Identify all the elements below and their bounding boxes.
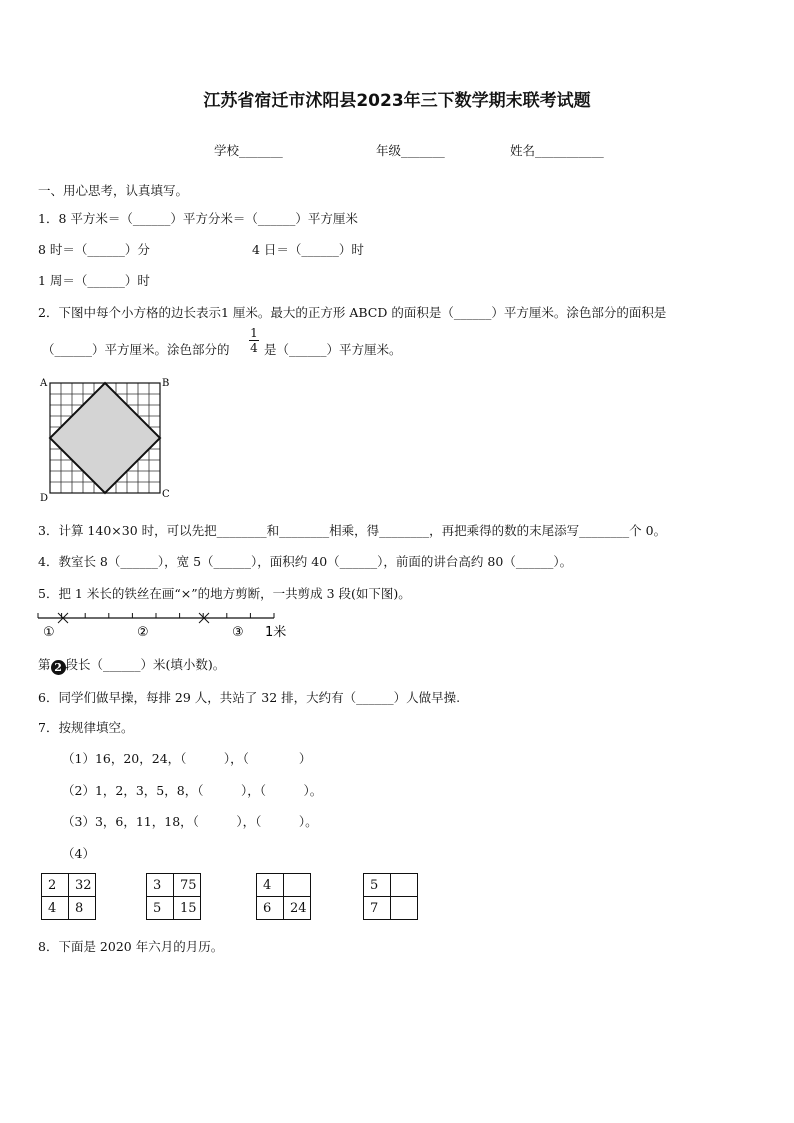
wire-ticks xyxy=(38,613,274,618)
grid-cell: 5 xyxy=(364,874,391,897)
fraction-numerator: 1 xyxy=(250,326,258,340)
q5-ask-prefix: 第 xyxy=(38,657,51,672)
one-meter-label: 1米 xyxy=(265,625,287,640)
q1-line2-days: 4 日＝（______）时 xyxy=(252,242,364,257)
pattern-grid-1 xyxy=(41,873,96,920)
quarter-fraction xyxy=(249,326,259,355)
label-d: D xyxy=(40,493,49,502)
grid-cell: 15 xyxy=(174,897,201,920)
pattern-grid-3 xyxy=(256,873,311,920)
q5-ask-suffix: 段长（______）米(填小数)。 xyxy=(65,657,226,672)
pattern-grid-4 xyxy=(363,873,418,920)
grid-cell: 4 xyxy=(257,874,284,897)
q2-line2-part2: 是（______）平方厘米。 xyxy=(264,342,402,357)
page-title: 江苏省宿迁市沭阳县2023年三下数学期末联考试题 xyxy=(203,91,591,111)
grid-cell: 8 xyxy=(69,897,96,920)
name-field: 姓名___________ xyxy=(510,143,604,158)
grade-field: 年级_______ xyxy=(376,143,445,158)
grid-cell: 4 xyxy=(42,897,69,920)
wire-cut-figure xyxy=(36,610,296,640)
grid-cell: 7 xyxy=(364,897,391,920)
q5-question xyxy=(38,655,225,675)
q7-stem: 7．按规律填空。 xyxy=(38,720,134,735)
segment-2-badge: 2 xyxy=(51,660,66,675)
square-grid-figure xyxy=(36,374,176,502)
label-b: B xyxy=(162,378,170,389)
grid-cell: 3 xyxy=(147,874,174,897)
q2-line2-part1: （______）平方厘米。涂色部分的 xyxy=(42,342,230,357)
shaded-square xyxy=(50,383,160,493)
grid-cell: 32 xyxy=(69,874,96,897)
q4: 4．教室长 8（______），宽 5（______），面积约 40（______），前面的讲台高约 80（______）。 xyxy=(38,554,573,569)
segment-1-label: ① xyxy=(43,625,55,640)
q2-line1: 2．下图中每个小方格的边长表示1 厘米。最大的正方形 ABCD 的面积是（______）平方厘米。涂色部分的面积是 xyxy=(38,305,667,320)
q7-sub1: （1）16，20，24，（ ），（ ） xyxy=(62,751,312,766)
grid-cell: 5 xyxy=(147,897,174,920)
q7-sub2: （2）1，2，3，5，8，（ ），（ ）。 xyxy=(62,783,323,798)
grid-cell: 6 xyxy=(257,897,284,920)
q7-sub4: （4） xyxy=(62,846,95,861)
answer-cell[interactable] xyxy=(284,874,311,897)
q6: 6．同学们做早操，每排 29 人，共站了 32 排，大约有（______）人做早操. xyxy=(38,690,461,705)
q7-sub3: （3）3，6，11，18，（ ），（ ）。 xyxy=(62,814,318,829)
q1-line1: 1．8 平方米＝（______）平方分米＝（______）平方厘米 xyxy=(38,211,358,226)
grid-cell: 2 xyxy=(42,874,69,897)
answer-cell[interactable] xyxy=(391,897,418,920)
section-heading: 一、用心思考，认真填写。 xyxy=(38,183,189,198)
segment-3-label: ③ xyxy=(232,625,244,640)
q1-line3: 1 周＝（______）时 xyxy=(38,273,150,288)
label-a: A xyxy=(40,378,48,389)
label-c: C xyxy=(162,489,170,500)
fraction-denominator: 4 xyxy=(250,341,258,355)
q3: 3．计算 140×30 时，可以先把________和________相乘，得________，再把乘得的数的末尾添写________个 0。 xyxy=(38,523,667,538)
grid-cell: 24 xyxy=(284,897,311,920)
answer-cell[interactable] xyxy=(391,874,418,897)
q5-text: 5．把 1 米长的铁丝在画“×”的地方剪断，一共剪成 3 段(如下图)。 xyxy=(38,586,411,601)
school-field: 学校_______ xyxy=(214,143,283,158)
pattern-grid-2 xyxy=(146,873,201,920)
grid-cell: 75 xyxy=(174,874,201,897)
q8: 8．下面是 2020 年六月的月历。 xyxy=(38,939,224,954)
segment-2-label: ② xyxy=(137,625,149,640)
q1-line2-hours: 8 时＝（______）分 xyxy=(38,242,150,257)
